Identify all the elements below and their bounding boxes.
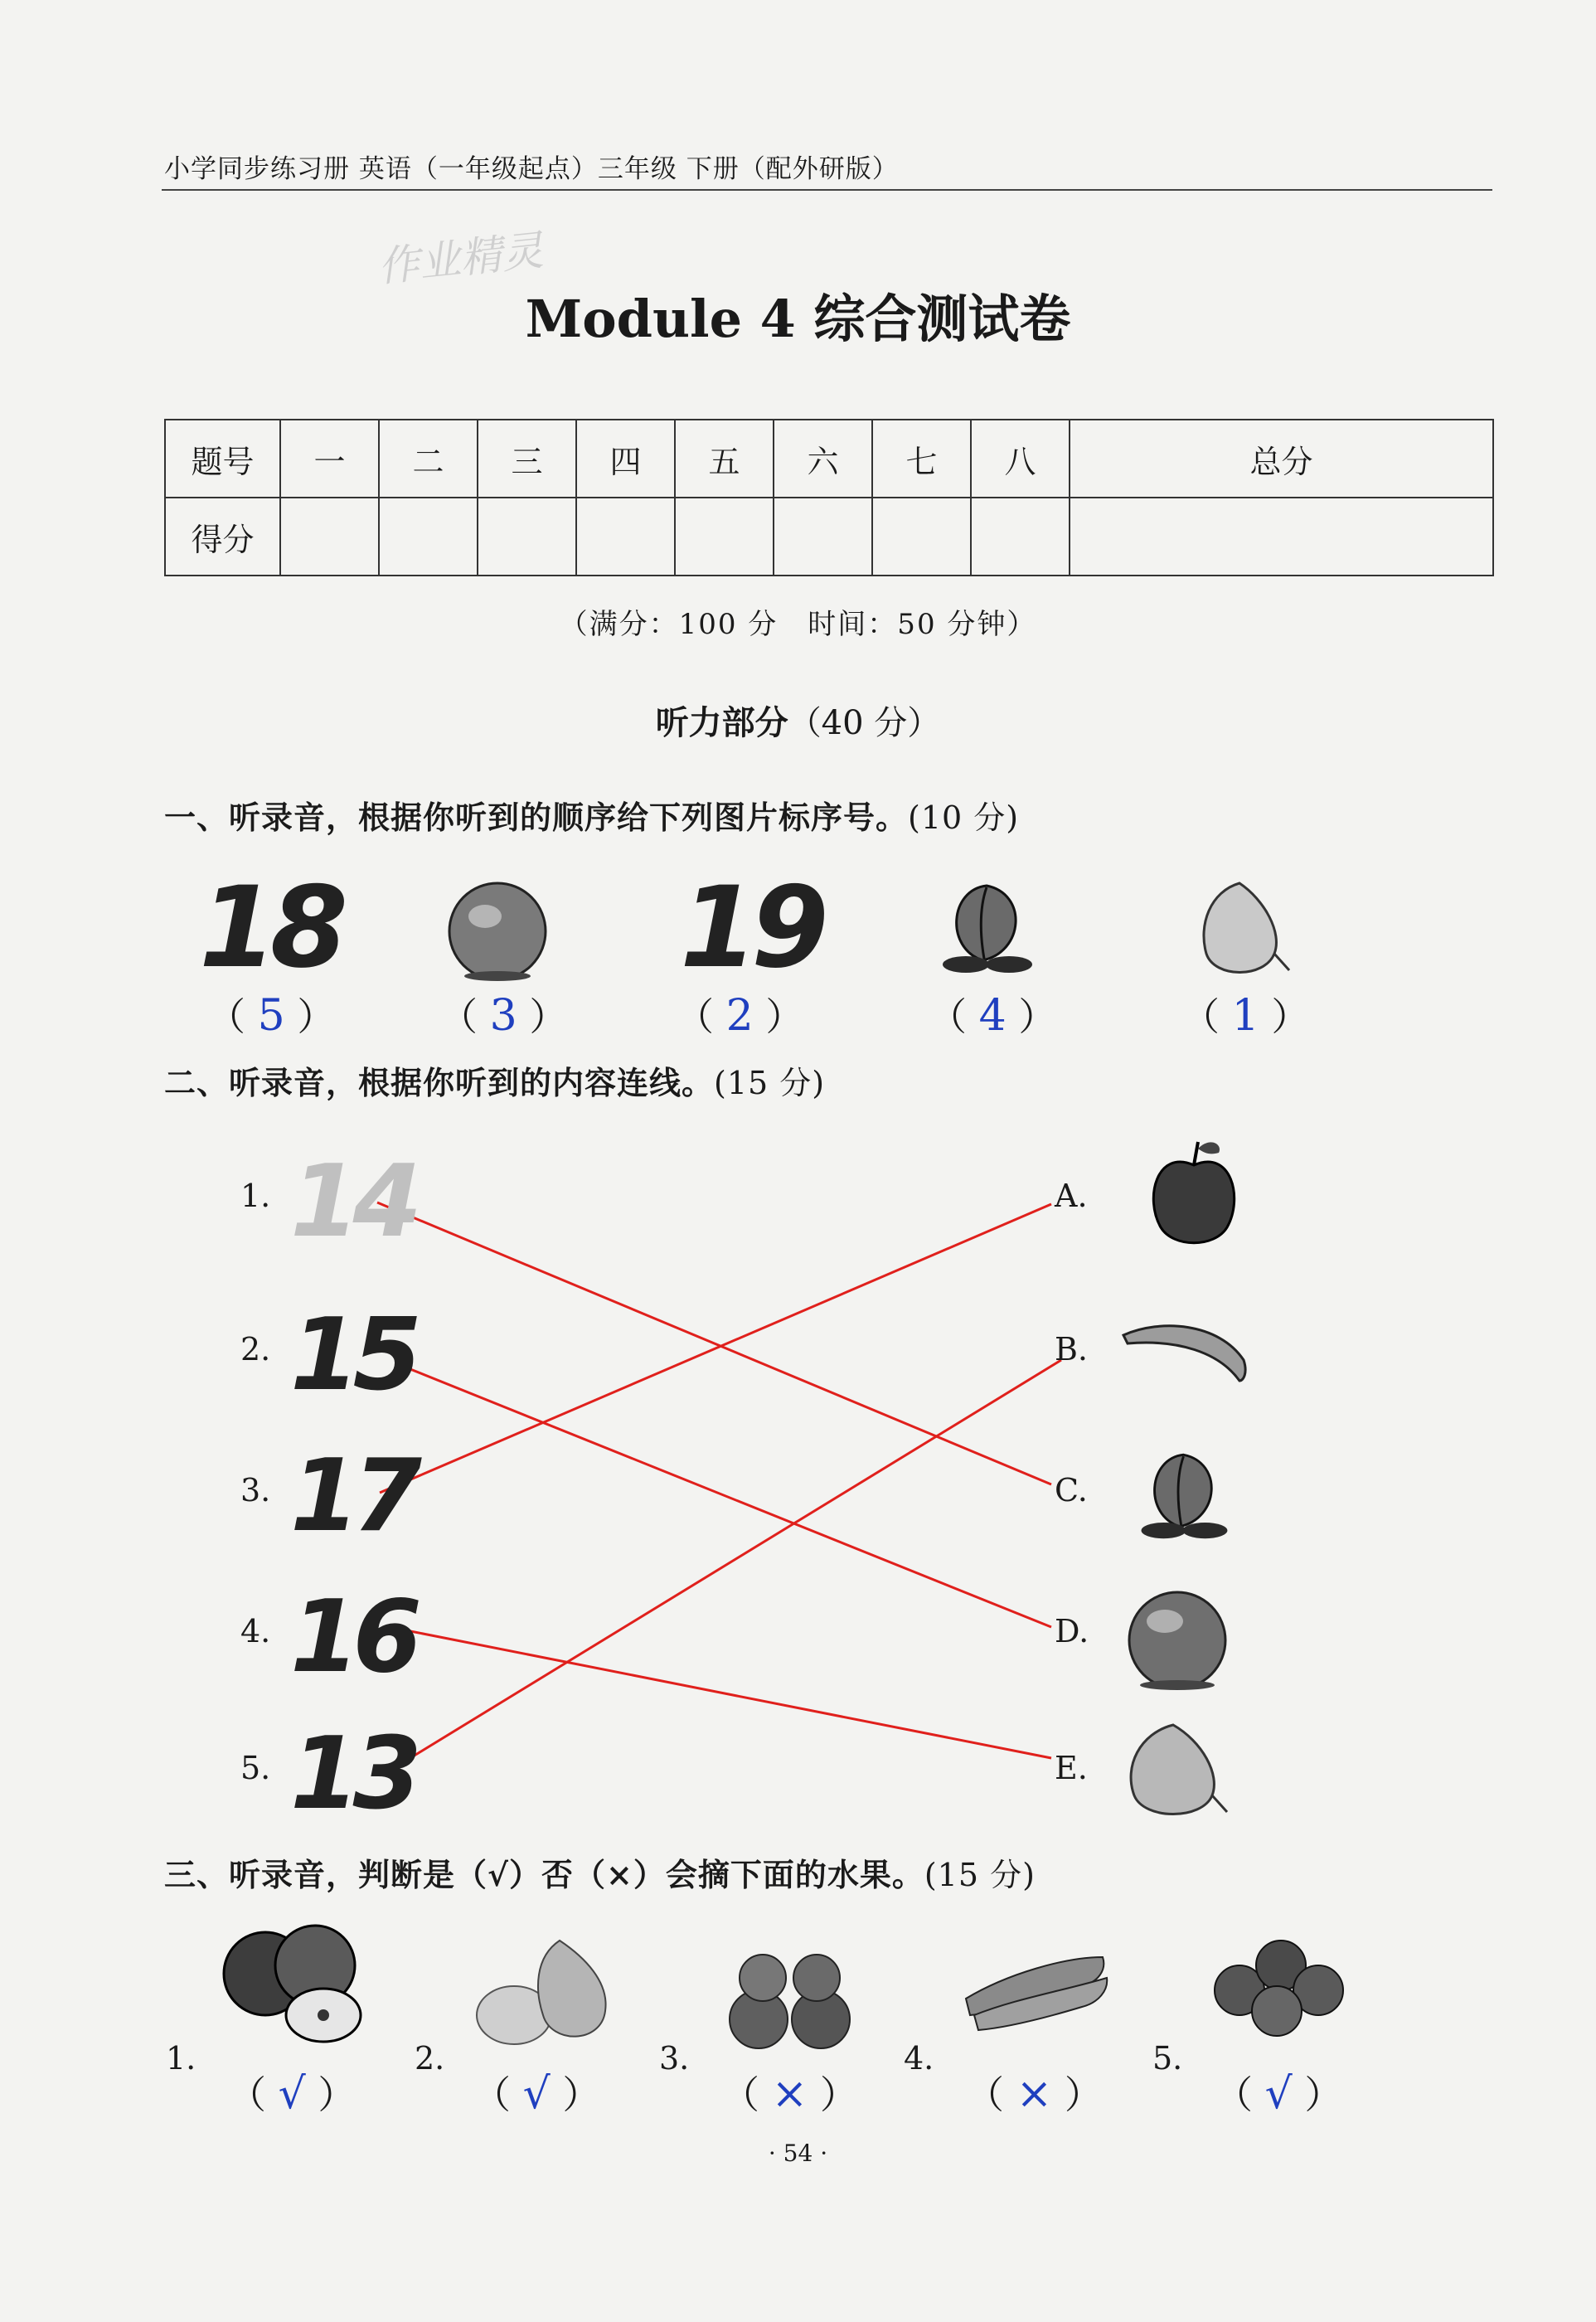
peaches-icon <box>1202 1932 1356 2044</box>
q3-answer-slot-1[interactable]: （ √ ） <box>228 2069 357 2119</box>
score-cell: 八 <box>971 420 1070 498</box>
banana-icon <box>1119 1314 1256 1389</box>
q1-answer: 1 <box>1231 991 1259 1041</box>
watermark-logo: 作业精灵 <box>375 226 546 292</box>
orange-icon <box>1119 1584 1235 1692</box>
pear-icon <box>1111 1717 1235 1824</box>
score-cell: 五 <box>675 420 774 498</box>
q1-answer: 4 <box>978 991 1007 1041</box>
score-row-label: 得分 <box>165 498 280 576</box>
q3-points: (15 分) <box>924 1857 1036 1893</box>
q1-answer-slot-1[interactable]: （ 5 ） <box>207 991 336 1041</box>
q2-left-index: 4. <box>240 1613 271 1649</box>
number-15-image: 15 <box>290 1298 415 1413</box>
apple-icon <box>1140 1132 1248 1252</box>
q3-index: 4. <box>904 2040 934 2077</box>
match-line-3-A <box>380 1204 1051 1493</box>
q3-index: 3. <box>659 2040 690 2077</box>
match-line-5-B <box>383 1360 1061 1775</box>
q1-answer-slot-4[interactable]: （ 4 ） <box>929 991 1057 1041</box>
number-18-image: 18 <box>199 862 342 993</box>
match-line-2-D <box>398 1364 1051 1627</box>
q2-right-label: D. <box>1055 1613 1089 1649</box>
number-16-image: 16 <box>290 1580 415 1695</box>
q2-left-index: 5. <box>240 1750 271 1786</box>
score-cell: 总分 <box>1070 420 1493 498</box>
q3-answer: √ <box>278 2069 306 2119</box>
q3-answer-slot-3[interactable]: （ × ） <box>721 2069 858 2119</box>
number-13-image: 13 <box>290 1717 415 1832</box>
q2-right-label: A. <box>1055 1178 1088 1214</box>
q1-points: (10 分) <box>908 799 1020 836</box>
score-cell: 二 <box>379 420 478 498</box>
score-cell: 四 <box>576 420 675 498</box>
q1-answer: 3 <box>489 991 517 1041</box>
page-title: Module 4 综合测试卷 <box>525 289 1071 349</box>
q3-title-text: 三、听录音，判断是（√）否（×）会摘下面的水果。 <box>164 1856 924 1893</box>
q3-answer: √ <box>522 2069 551 2119</box>
q3-title <box>164 1849 1036 1895</box>
peach-icon <box>1132 1439 1235 1542</box>
q2-right-label: B. <box>1055 1331 1089 1367</box>
q3-index: 1. <box>166 2040 196 2077</box>
score-cell: 一 <box>280 420 379 498</box>
q1-answer-slot-2[interactable]: （ 3 ） <box>439 991 568 1041</box>
q3-answer-slot-2[interactable]: （ √ ） <box>473 2069 601 2119</box>
q1-answer: 2 <box>725 991 754 1041</box>
q2-right-label: C. <box>1055 1472 1088 1508</box>
q3-answer: × <box>1016 2069 1053 2119</box>
apples-icon <box>216 1916 369 2048</box>
q3-index: 5. <box>1152 2040 1183 2077</box>
number-17-image: 17 <box>290 1439 415 1554</box>
pears-icon <box>468 1932 622 2048</box>
q2-right-label: E. <box>1055 1750 1088 1786</box>
q3-index: 2. <box>415 2040 445 2077</box>
section-title: 听力部分 <box>655 703 788 742</box>
section-points: （40 分） <box>788 704 941 742</box>
q3-answer-slot-4[interactable]: （ × ） <box>966 2069 1103 2119</box>
match-line-1-C <box>377 1202 1051 1484</box>
exam-meta: （满分：100 分 时间：50 分钟） <box>559 608 1037 641</box>
q1-answer-slot-3[interactable]: （ 2 ） <box>676 991 804 1041</box>
score-cell: 七 <box>872 420 971 498</box>
q1-title-text: 一、听录音，根据你听到的顺序给下列图片标序号。 <box>164 799 909 836</box>
q3-answer-slot-5[interactable]: （ √ ） <box>1215 2069 1343 2119</box>
score-cell: 题号 <box>165 420 280 498</box>
q3-answer: √ <box>1264 2069 1293 2119</box>
q3-answer: × <box>771 2069 808 2119</box>
page-number: · 54 · <box>768 2140 828 2167</box>
score-cell: 三 <box>478 420 576 498</box>
bananas-icon <box>958 1941 1115 2036</box>
score-cell: 六 <box>774 420 872 498</box>
q1-answer: 5 <box>257 991 285 1041</box>
number-14-image: 14 <box>290 1144 415 1260</box>
running-header: 小学同步练习册 英语（一年级起点）三年级 下册（配外研版） <box>164 154 899 184</box>
oranges-icon <box>721 1949 858 2052</box>
q2-left-index: 3. <box>240 1472 271 1508</box>
number-19-image: 19 <box>680 862 822 993</box>
q2-left-index: 2. <box>240 1331 271 1367</box>
match-line-4-E <box>402 1630 1051 1758</box>
q2-points: (15 分) <box>714 1065 826 1101</box>
q2-left-index: 1. <box>240 1178 271 1214</box>
q1-answer-slot-5[interactable]: （ 1 ） <box>1181 991 1310 1041</box>
q2-title-text: 二、听录音，根据你听到的内容连线。 <box>164 1064 715 1101</box>
